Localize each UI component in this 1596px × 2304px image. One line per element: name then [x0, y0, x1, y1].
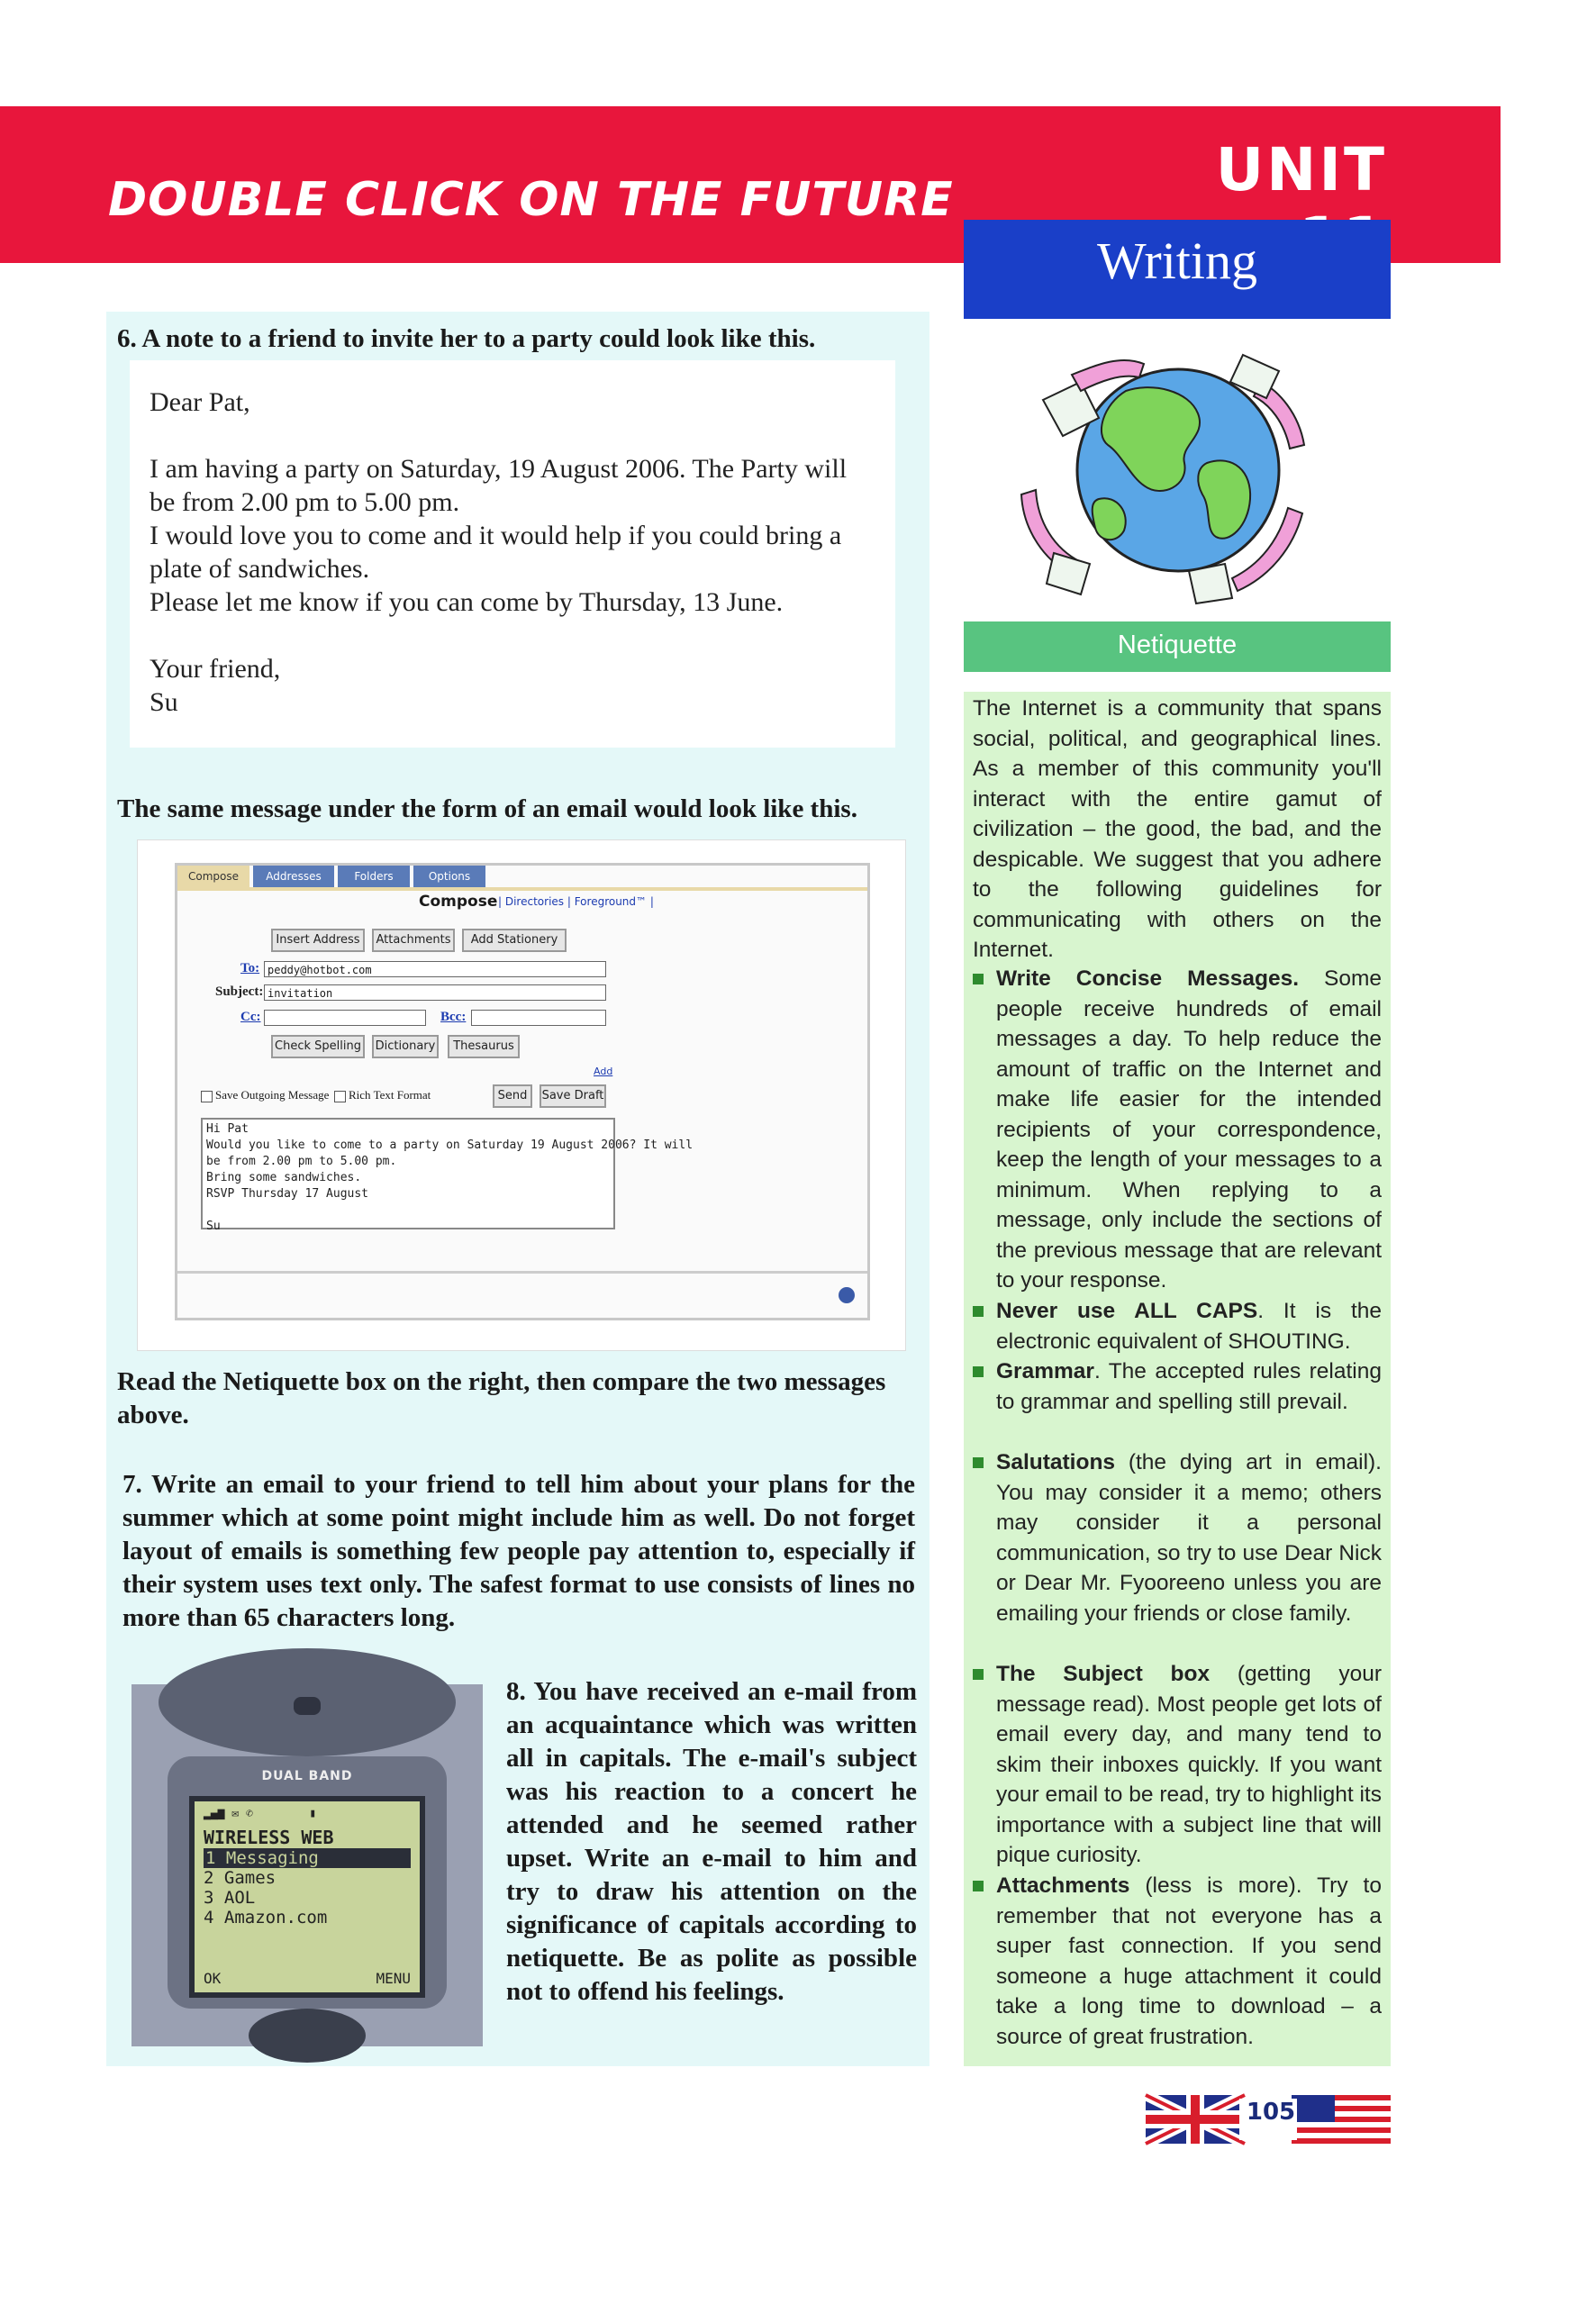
section-title: Writing	[1096, 231, 1258, 290]
letter-line: Your friend,	[150, 654, 281, 684]
globe-status-icon	[839, 1287, 855, 1303]
menu-item-games[interactable]: 2 Games	[204, 1868, 277, 1888]
rich-text-checkbox[interactable]	[334, 1091, 346, 1102]
item-heading: The Subject box	[996, 1662, 1211, 1686]
compose-heading: Compose	[419, 893, 498, 911]
netiquette-item	[973, 964, 1382, 1296]
add-link[interactable]: Add	[594, 1066, 613, 1077]
body-line: be from 2.00 pm to 5.00 pm.	[206, 1155, 397, 1168]
netiquette-item	[973, 1659, 1382, 1871]
body-line: Su	[206, 1220, 221, 1233]
compose-links[interactable]: | Directories | Foreground™ |	[498, 895, 654, 908]
netiquette-intro: The Internet is a community that spans social, political, and geographical lines. As a member of this community you'll interact with the entire gamut of civilization – the good, the bad, and the despicable. We suggest that you adhere to the following guidelines for communicating with others on the Internet.	[973, 696, 1382, 962]
netiquette-item	[973, 1447, 1382, 1628]
send-button[interactable]: Send	[493, 1084, 532, 1108]
page-title: DOUBLE CLICK ON THE FUTURE	[108, 173, 954, 227]
netiquette-item	[973, 1356, 1382, 1417]
email-compose-window	[175, 863, 870, 1320]
tab-compose[interactable]: Compose	[177, 866, 249, 887]
letter-line: plate of sandwiches.	[150, 554, 370, 584]
subject-label: Subject:	[215, 984, 264, 999]
body-line	[206, 1202, 610, 1219]
body-line: Would you like to come to a party on Saturday 19 August 2006? It will	[206, 1138, 694, 1152]
menu-item-amazon[interactable]: 4 Amazon.com	[204, 1908, 328, 1928]
task-6-prompt: 6. A note to a friend to invite her to a party could look like this.	[117, 324, 816, 353]
save-draft-button[interactable]: Save Draft	[540, 1084, 606, 1108]
task-8-prompt: 8. You have received an e-mail from an acquaintance which was written all in capitals. The e-mail's subject was his reaction to a concert he attended and he seemed rather upset. Write an e-mail to him and try to draw his attention on the significance of capitals according to netiquette. Be as polite as possible not to offend his feelings.	[506, 1677, 917, 2006]
tab-addresses[interactable]: Addresses	[253, 866, 334, 887]
letter-line: Please let me know if you can come by Thursday, 13 June.	[150, 587, 784, 617]
item-heading: Attachments	[996, 1873, 1130, 1898]
phone-nav-button	[249, 2009, 366, 2063]
to-label[interactable]: To:	[240, 961, 260, 975]
bcc-label[interactable]: Bcc:	[440, 1010, 467, 1024]
screen-title: WIRELESS WEB	[204, 1827, 334, 1848]
tab-options[interactable]: Options	[413, 866, 485, 887]
unit-title: UNIT	[1215, 135, 1387, 204]
item-body: (the dying art in email). You may consider it a memo; others may consider it a personal communication, so try to use Dear Nick or Dear Mr. Fyooreeno unless you are emailing your friends or close family.	[996, 1450, 1382, 1626]
netiquette-title: Netiquette	[1117, 630, 1238, 659]
status-divider	[177, 1271, 867, 1274]
body-line: Bring some sandwiches.	[206, 1171, 362, 1184]
dictionary-button[interactable]: Dictionary	[372, 1035, 439, 1058]
cc-label[interactable]: Cc:	[240, 1010, 261, 1024]
rich-text-label: Rich Text Format	[349, 1088, 431, 1102]
menu-item-messaging[interactable]: 1 Messaging	[204, 1848, 411, 1868]
bullet-square-icon	[973, 1457, 984, 1468]
bullet-square-icon	[973, 1669, 984, 1680]
letter-line: be from 2.00 pm to 5.00 pm.	[150, 487, 460, 517]
item-body: (less is more). Try to remember that not everyone has a super fast connection. If you send someone a huge attachment it could take a long time to download – a source of great frustration.	[996, 1873, 1382, 2049]
insert-address-button[interactable]: Insert Address	[271, 929, 365, 952]
netiquette-item	[973, 1296, 1382, 1356]
thesaurus-button[interactable]: Thesaurus	[448, 1035, 520, 1058]
phone-earpiece-icon	[294, 1697, 321, 1715]
letter-line: Su	[150, 687, 178, 717]
save-outgoing-checkbox[interactable]	[201, 1091, 213, 1102]
item-body: Some people receive hundreds of email messages a day. To help reduce the amount of traffic on the Internet and make life easier for the intended recipients of your correspondence, keep the length of your messages to a minimum. When replying to a message, only include the sections of the previous message that are relevant to your response.	[996, 966, 1382, 1293]
bullet-square-icon	[973, 1306, 984, 1317]
softkey-menu[interactable]: MENU	[376, 1970, 411, 1987]
letter-line: I am having a party on Saturday, 19 August 2006. The Party will	[150, 454, 848, 484]
letter-text	[150, 386, 888, 719]
globe-icon	[964, 328, 1391, 614]
softkey-ok[interactable]: OK	[204, 1970, 222, 1987]
to-input[interactable]: peddy@hotbot.com	[264, 961, 606, 977]
phone-photo	[131, 1684, 483, 2046]
letter-line: Dear Pat,	[150, 387, 250, 417]
body-line: RSVP Thursday 17 August	[206, 1187, 369, 1201]
item-body: . It is the electronic equivalent of SHOUTING.	[996, 1299, 1382, 1354]
check-spelling-button[interactable]: Check Spelling	[271, 1035, 365, 1058]
attachments-button[interactable]: Attachments	[372, 929, 455, 952]
menu-item-aol[interactable]: 3 AOL	[204, 1888, 256, 1908]
letter-line	[150, 419, 888, 452]
letter-line	[150, 619, 888, 652]
signal-icon: ▂▄▆ ✉ ✆ ▮	[204, 1807, 317, 1820]
page-number: 105	[1246, 2099, 1296, 2126]
item-heading: Salutations	[996, 1450, 1116, 1474]
item-body: (getting your message read). Most people get lots of email every day, and many tend to skim their inboxes quickly. If you want your email to be read, try to highlight its importance with a subject line that will pique curiosity.	[996, 1662, 1382, 1867]
item-body: . The accepted rules relating to grammar and spelling still prevail.	[996, 1359, 1382, 1414]
netiquette-item	[973, 1871, 1382, 2052]
letter-line: I would love you to come and it would help if you could bring a	[150, 521, 842, 550]
body-line: Hi Pat	[206, 1122, 249, 1136]
save-outgoing-label: Save Outgoing Message	[215, 1088, 330, 1102]
phone-brand: DUAL BAND	[261, 1769, 353, 1783]
subject-input[interactable]: invitation	[264, 984, 606, 1001]
cc-input[interactable]	[264, 1010, 426, 1026]
phone-screen	[189, 1796, 425, 1998]
bullet-square-icon	[973, 1366, 984, 1377]
compare-caption: The same message under the form of an email would look like this.	[117, 794, 857, 823]
bullet-square-icon	[973, 974, 984, 984]
email-body-textarea[interactable]	[201, 1118, 694, 1233]
add-stationery-button[interactable]: Add Stationery	[462, 929, 567, 952]
item-heading: Grammar	[996, 1359, 1094, 1383]
bullet-square-icon	[973, 1881, 984, 1891]
tab-folders[interactable]: Folders	[338, 866, 410, 887]
read-netiquette-caption: Read the Netiquette box on the right, then compare the two messages above.	[117, 1367, 886, 1429]
task-7-prompt: 7. Write an email to your friend to tell him about your plans for the summer which at some point might include him as well. Do not forget layout of emails is something few people pay attention to, especially if their system uses text only. The safest format to use consists of lines no more than 65 characters long.	[122, 1470, 915, 1632]
item-heading: Never use ALL CAPS	[996, 1299, 1258, 1323]
globe-illustration	[964, 328, 1391, 614]
item-heading: Write Concise Messages.	[996, 966, 1300, 991]
bcc-input[interactable]	[471, 1010, 606, 1026]
